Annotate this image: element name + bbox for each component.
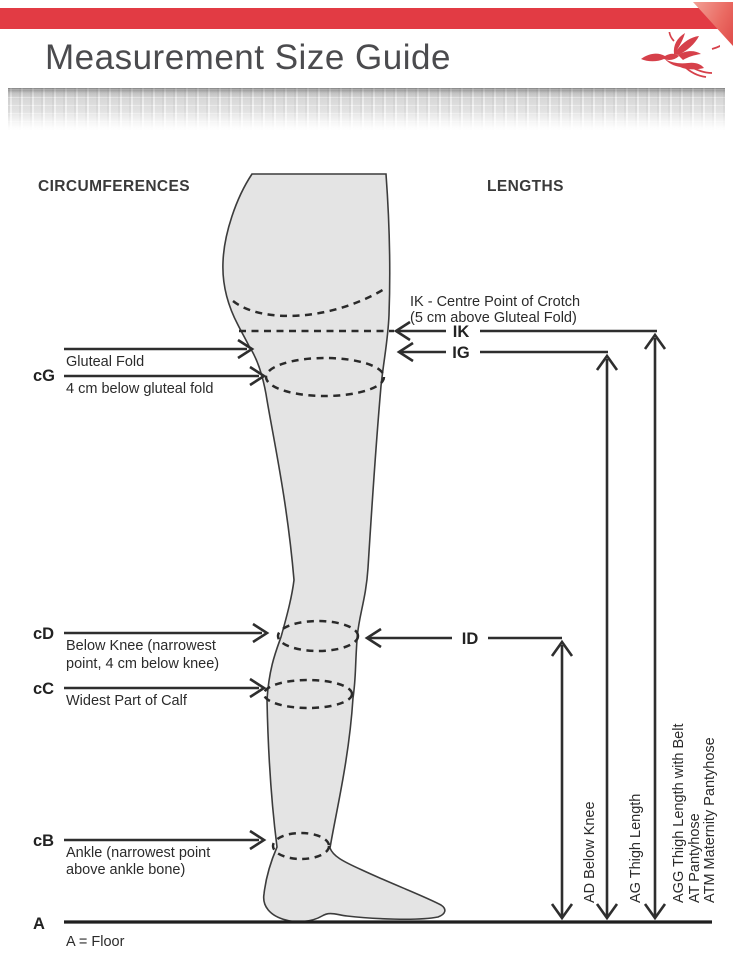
ig-code: IG bbox=[452, 344, 470, 362]
ik-note-line2: (5 cm above Gluteal Fold) bbox=[410, 310, 577, 326]
cd-label-line1: Below Knee (narrowest bbox=[66, 638, 216, 654]
cd-code: cD bbox=[33, 625, 55, 643]
agg-label: AGG Thigh Length with Belt bbox=[671, 723, 687, 903]
ad-label: AD Below Knee bbox=[582, 801, 598, 903]
a-label: A = Floor bbox=[66, 934, 125, 950]
a-code: A bbox=[33, 915, 45, 933]
cd-label-line2: point, 4 cm below knee) bbox=[66, 656, 220, 672]
id-code: ID bbox=[461, 630, 479, 648]
atm-label: ATM Maternity Pantyhose bbox=[702, 737, 718, 903]
lengths-heading: LENGTHS bbox=[487, 178, 564, 195]
gluteal-fold-label: Gluteal Fold bbox=[66, 354, 145, 370]
cg-code: cG bbox=[33, 367, 56, 385]
leg-illustration bbox=[223, 174, 445, 922]
at-label: AT Pantyhose bbox=[687, 813, 703, 903]
cg-label: 4 cm below gluteal fold bbox=[66, 381, 214, 397]
cb-label-line1: Ankle (narrowest point bbox=[66, 845, 211, 861]
cc-code: cC bbox=[33, 680, 55, 698]
cb-code: cB bbox=[33, 832, 55, 850]
circumferences-heading: CIRCUMFERENCES bbox=[38, 178, 190, 195]
cc-label: Widest Part of Calf bbox=[66, 693, 187, 709]
ik-note-line1: IK - Centre Point of Crotch bbox=[410, 294, 581, 310]
cb-label-line2: above ankle bone) bbox=[66, 862, 186, 878]
ik-code: IK bbox=[452, 323, 470, 341]
ag-label: AG Thigh Length bbox=[628, 793, 644, 903]
page-title: Measurement Size Guide bbox=[45, 38, 451, 77]
